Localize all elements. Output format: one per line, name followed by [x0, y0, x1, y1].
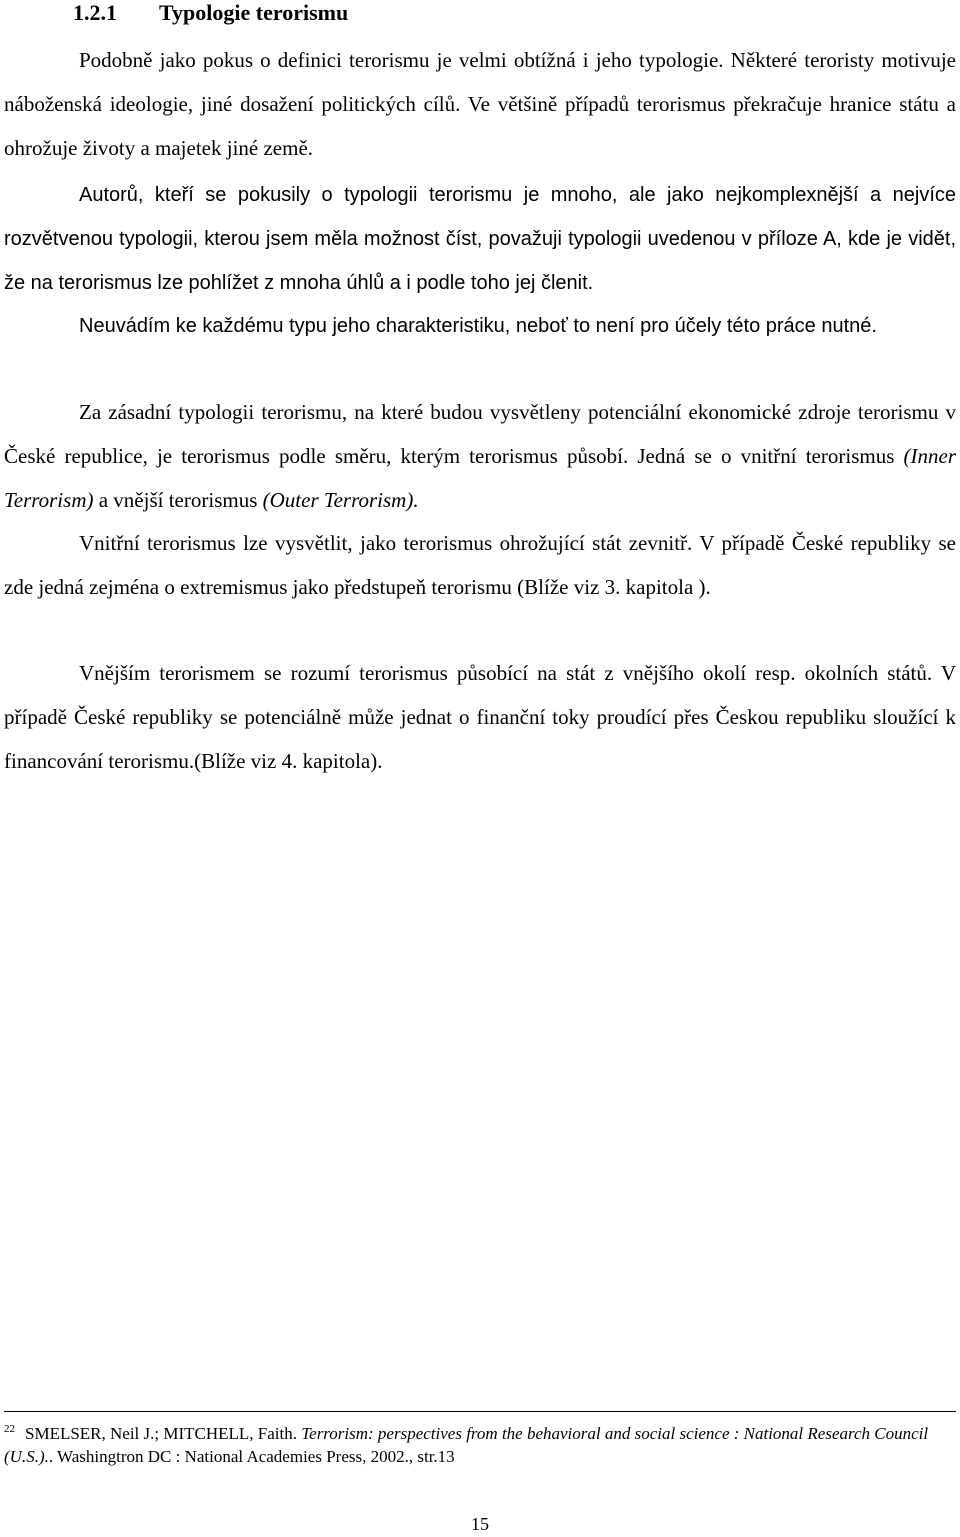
- footnote: [4, 1418, 944, 1468]
- outer-terrorism-term: (Outer Terrorism).: [262, 488, 419, 512]
- paragraph-authors: Autorů, kteří se pokusily o typologii terorismu je mnoho, ale jako nejkomplexnější a nejvíce rozvětvenou typologii, kterou jsem měla možnost číst, považuji typologii uvedenou v příloze A, kde je vidět, že na terorismus lze pohlížet z mnoha úhlů a i podle toho jej členit.: [4, 184, 956, 294]
- paragraph-typology: [4, 390, 956, 522]
- typology-text: Za zásadní typologii terorismu, na které budou vysvětleny potenciální ekonomické zdroje terorismu v České republice, je terorismus podle směru, kterým terorismus působí. Jedná se o vnitřní terorismus: [4, 400, 956, 468]
- section-number: 1.2.1: [73, 0, 117, 25]
- section-title: Typologie terorismu: [159, 0, 349, 25]
- paragraph-inner-terrorism: Vnitřní terorismus lze vysvětlit, jako terorismus ohrožující stát zevnitř. V případě České republiky se zde jedná zejména o extremismus jako předstupeň terorismu (Blíže viz 3. kapitola ).: [4, 531, 956, 599]
- paragraph-intro: Podobně jako pokus o definici terorismu je velmi obtížná i jeho typologie. Některé teroristy motivuje náboženská ideologie, jiné dosažení politických cílů. Ve většině případů terorismus překračuje hranice státu a ohrožuje životy a majetek jiné země.: [4, 48, 956, 160]
- inner-terrorism-term: (Inner Terrorism): [4, 444, 956, 512]
- footnote-divider: [4, 1411, 956, 1412]
- footnote-marker: 22: [4, 1423, 15, 1435]
- paragraph-outer-terrorism: Vnějším terorismem se rozumí terorismus působící na stát z vnějšího okolí resp. okolních států. V případě České republiky se potenciálně může jednat o finanční toky proudící přes Českou republiku sloužící k financování terorismu.(Blíže viz 4. kapitola).: [4, 661, 956, 773]
- typology-text-2: a vnější terorismus: [93, 488, 263, 512]
- footnote-publication: . Washingtron DC : National Academies Press, 2002., str.13: [48, 1447, 455, 1466]
- paragraph-characteristics: Neuvádím ke každému typu jeho charakteristiku, neboť to není pro účely této práce nutné.: [79, 315, 877, 337]
- page-number: 15: [471, 1514, 489, 1534]
- footnote-authors: SMELSER, Neil J.; MITCHELL, Faith.: [25, 1424, 302, 1443]
- section-heading: [73, 0, 348, 26]
- footnote-title: Terrorism: perspectives from the behavioral and social science : National Research Council (U.S.).: [4, 1424, 929, 1466]
